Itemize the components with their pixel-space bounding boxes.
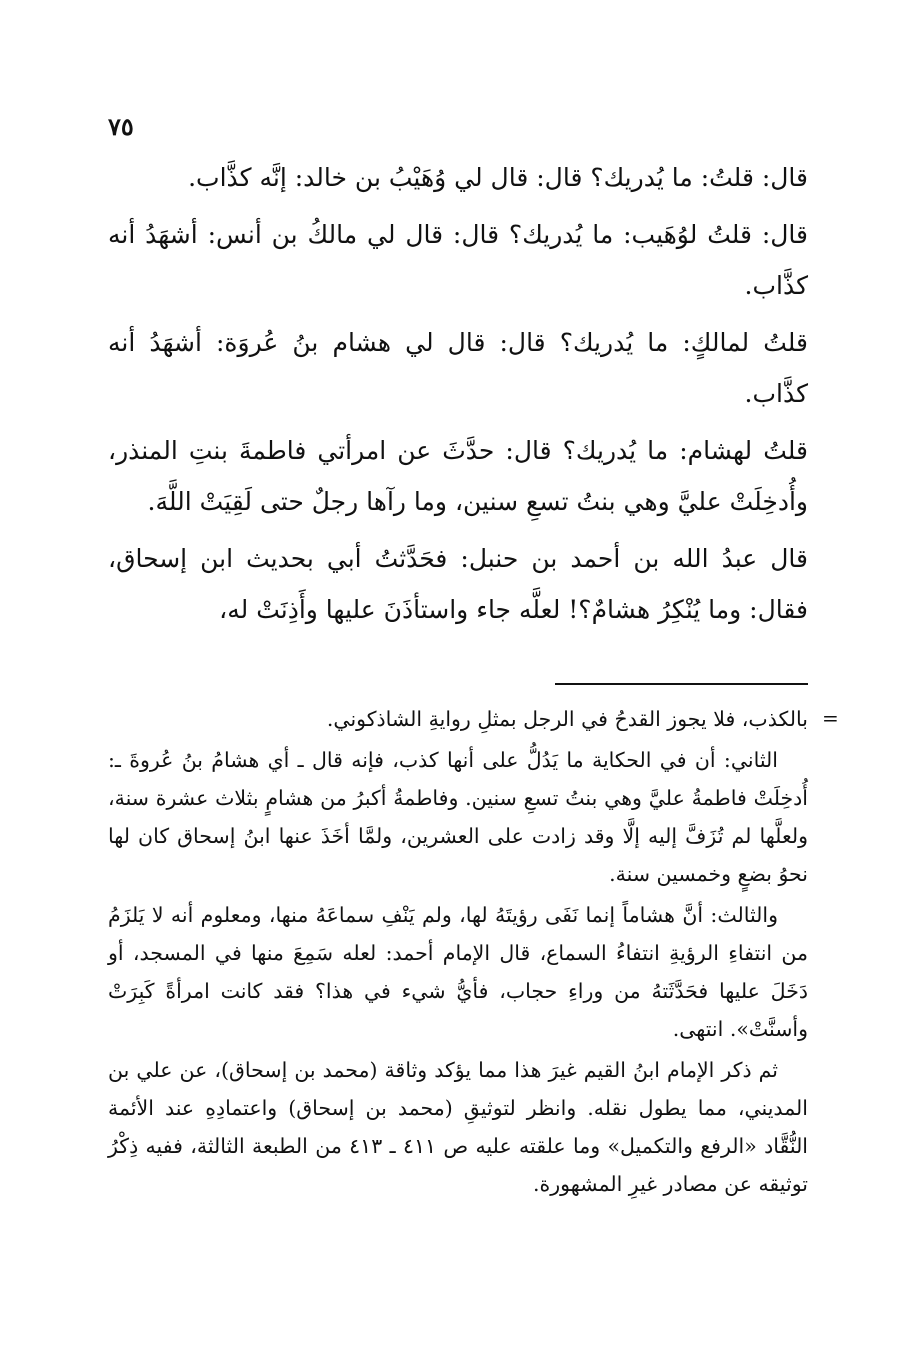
- main-paragraph: قال عبدُ الله بن أحمد بن حنبل: فحَدَّثتُ أبي بحديث ابن إسحاق، فقال: وما يُنْكِرُ هشامٌ؟! لعلَّه جاء واستأذَنَ عليها وأَذِنَتْ له،: [108, 544, 808, 624]
- footnote-separator: [555, 683, 808, 685]
- main-paragraph: قلتُ لمالكٍ: ما يُدريك؟ قال: قال لي هشام بنُ عُروَة: أشهَدُ أنه كذَّاب.: [108, 328, 808, 408]
- main-text: [108, 152, 808, 635]
- page-number: ٧٥: [108, 112, 134, 141]
- main-paragraph: قال: قلتُ لوُهَيب: ما يُدريك؟ قال: قال لي مالكُ بن أنس: أشهَدُ أنه كذَّاب.: [108, 220, 808, 300]
- main-paragraph: قال: قلتُ: ما يُدريك؟ قال: قال لي وُهَيْبُ بن خالد: إنَّه كذَّاب.: [188, 163, 808, 192]
- footnote-paragraph: بالكذب، فلا يجوز القدحُ في الرجل بمثلِ روايةِ الشاذكوني.: [326, 707, 808, 731]
- footnote-paragraph: والثالث: أنَّ هشاماً إنما نَفَى رؤيتَهُ لها، ولم يَنْفِ سماعَهُ منها، ومعلوم أنه لا يَلزَمُ من انتفاءِ الرؤيةِ انتفاءُ السماع، قال الإمام أحمد: لعله سَمِعَ منها في المسجد، أو دَخَلَ عليها فحَدَّثَتهُ من وراءِ حجاب، فأيُّ شيء في هذا؟ فقد كانت امرأةً كَبِرَتْ وأسنَّتْ». انتهى.: [108, 903, 808, 1041]
- footnote-paragraph: الثاني: أن في الحكاية ما يَدُلُّ على أنها كذب، فإنه قال ـ أي هشامُ بنُ عُروةَ ـ: أُدخِلَتْ فاطمةُ عليَّ وهي بنتُ تسعِ سنين. وفاطمةُ أكبرُ من هشامٍ بثلاث عشرة سنة، ولعلَّها لم تُزَفَّ إليه إلَّا وقد زادت على العشرين، ولمَّا أخَذَ عنها ابنُ إسحاق كان لها نحوُ بضعٍ وخمسين سنة.: [108, 748, 808, 886]
- footnote-continuation-marker: =: [822, 706, 839, 730]
- main-paragraph: قلتُ لهشام: ما يُدريك؟ قال: حدَّثَ عن امرأتي فاطمةَ بنتِ المنذر، وأُدخِلَتْ عليَّ وهي بنتُ تسعِ سنين، وما رآها رجلٌ حتى لَقِيَتْ اللَّهَ.: [108, 436, 808, 516]
- footnotes: [108, 700, 808, 1203]
- footnote-paragraph: ثم ذكر الإمام ابنُ القيم غيرَ هذا مما يؤكد وثاقة (محمد بن إسحاق)، عن علي بن المديني، مما يطول نقله. وانظر لتوثيقِ (محمد بن إسحاق) واعتمادِهِ عند الأئمة النُّقَّاد «الرفع والتكميل» وما علقته عليه ص ٤١١ ـ ٤١٣ من الطبعة الثالثة، ففيه ذِكْرُ توثيقه عن مصادر غيرِ المشهورة.: [108, 1058, 809, 1196]
